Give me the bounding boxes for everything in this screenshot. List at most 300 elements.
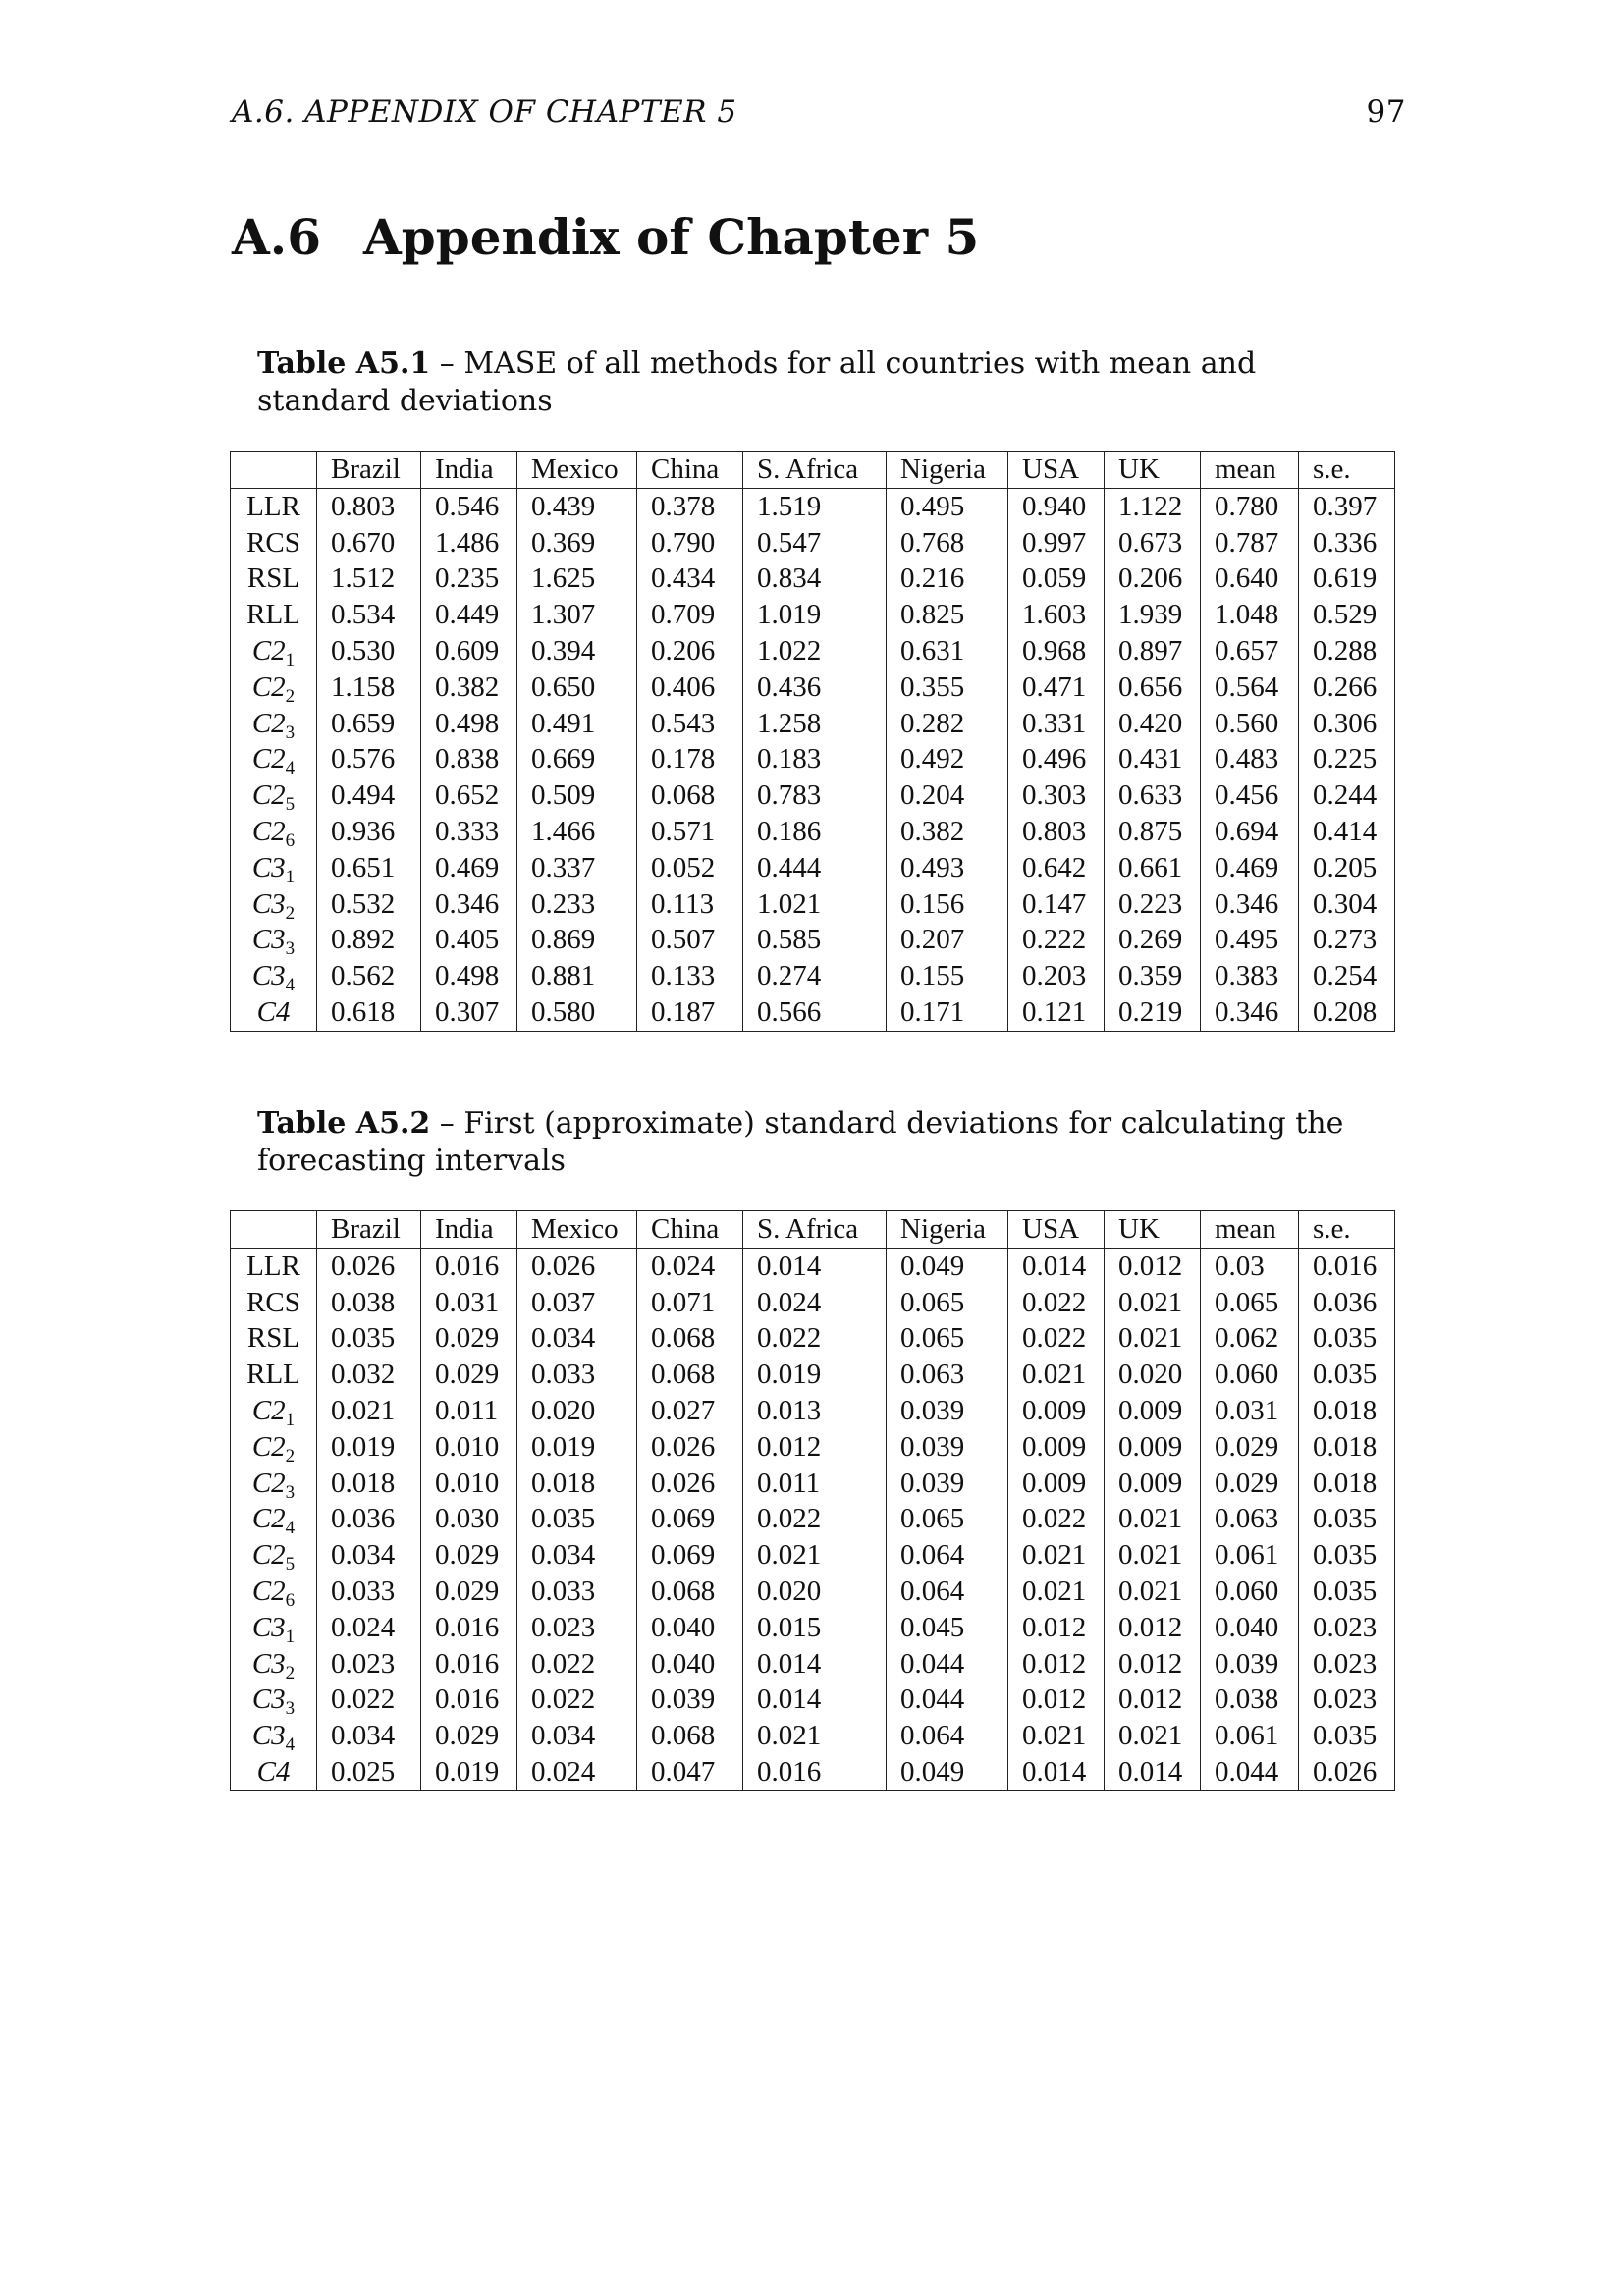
table-cell: 0.307	[421, 994, 517, 1031]
table-cell: 0.869	[517, 922, 637, 958]
table-cell: 0.244	[1299, 777, 1395, 814]
table-cell: 0.022	[1008, 1501, 1105, 1537]
table-cell: 0.024	[637, 1248, 743, 1284]
table-cell: 0.897	[1105, 633, 1201, 669]
table-cell: 0.023	[1299, 1682, 1395, 1718]
table-cell: 0.021	[1105, 1501, 1201, 1537]
row-label	[231, 1393, 317, 1429]
table-cell: 0.023	[1299, 1610, 1395, 1646]
table-cell: 0.997	[1008, 525, 1105, 561]
row-label-text: LLR	[246, 490, 300, 522]
table-cell: 0.405	[421, 922, 517, 958]
table-cell: 0.394	[517, 633, 637, 669]
row-label-text: C2	[251, 1575, 286, 1607]
table-cell: 0.171	[887, 994, 1008, 1031]
row-label	[231, 1610, 317, 1646]
table-cell: 0.507	[637, 922, 743, 958]
table-cell: 0.483	[1201, 741, 1299, 777]
table-row	[231, 1718, 1395, 1754]
table-cell: 0.015	[743, 1610, 887, 1646]
table-cell: 0.064	[887, 1718, 1008, 1754]
table-cell: 0.566	[743, 994, 887, 1031]
table-row	[231, 561, 1395, 597]
row-label-subscript: 2	[285, 1445, 296, 1467]
table-row	[231, 994, 1395, 1031]
table-cell: 0.803	[1008, 814, 1105, 850]
table-cell: 0.018	[1299, 1429, 1395, 1466]
table-cell: 0.029	[421, 1537, 517, 1574]
table-cell: 0.494	[317, 777, 421, 814]
table-cell: 0.449	[421, 597, 517, 633]
table-row	[231, 1393, 1395, 1429]
table-cell: 0.618	[317, 994, 421, 1031]
row-label	[231, 706, 317, 742]
column-header: mean	[1201, 452, 1299, 489]
table-cell: 0.469	[421, 850, 517, 886]
table-cell: 0.029	[1201, 1466, 1299, 1502]
table-cell: 0.018	[1299, 1393, 1395, 1429]
table-cell: 0.039	[887, 1429, 1008, 1466]
row-label	[231, 669, 317, 706]
table-cell: 0.576	[317, 741, 421, 777]
table-cell: 0.044	[887, 1646, 1008, 1682]
table-cell: 0.222	[1008, 922, 1105, 958]
table-cell: 0.033	[517, 1574, 637, 1610]
column-header: S. Africa	[743, 452, 887, 489]
table-cell: 1.512	[317, 561, 421, 597]
row-label-subscript: 3	[285, 721, 296, 743]
column-header: USA	[1008, 1211, 1105, 1249]
table-cell: 0.035	[517, 1501, 637, 1537]
table-cell: 0.049	[887, 1754, 1008, 1790]
table-cell: 0.029	[421, 1320, 517, 1357]
table-cell: 0.469	[1201, 850, 1299, 886]
table-cell: 0.113	[637, 886, 743, 923]
table-cell: 0.026	[1299, 1754, 1395, 1790]
row-label-text: RLL	[246, 599, 300, 631]
column-header: Mexico	[517, 1211, 637, 1249]
table-cell: 0.021	[743, 1718, 887, 1754]
table-cell: 0.346	[1201, 886, 1299, 923]
row-label	[231, 1574, 317, 1610]
table-cell: 0.016	[421, 1646, 517, 1682]
row-label-text: RSL	[246, 562, 300, 595]
table-cell: 0.580	[517, 994, 637, 1031]
table-cell: 0.012	[1008, 1610, 1105, 1646]
table-cell: 0.834	[743, 561, 887, 597]
table-cell: 0.509	[517, 777, 637, 814]
table-cell: 0.064	[887, 1574, 1008, 1610]
table-row	[231, 1501, 1395, 1537]
mase-table	[230, 451, 1395, 1032]
table-cell: 0.019	[517, 1429, 637, 1466]
table-cell: 0.021	[1008, 1357, 1105, 1393]
table-cell: 0.029	[421, 1718, 517, 1754]
row-label-subscript: 4	[285, 1735, 296, 1756]
row-label-text: C3	[251, 1683, 286, 1716]
table-cell: 0.333	[421, 814, 517, 850]
table-cell: 0.493	[887, 850, 1008, 886]
table-cell: 0.035	[1299, 1537, 1395, 1574]
table-cell: 0.021	[743, 1537, 887, 1574]
table-caption-text: – First (approximate) standard deviations for calculating the forecasting intervals	[257, 1106, 1344, 1178]
table-cell: 0.040	[637, 1610, 743, 1646]
table-cell: 0.266	[1299, 669, 1395, 706]
table-cell: 0.038	[317, 1285, 421, 1321]
column-header: USA	[1008, 452, 1105, 489]
table-cell: 1.258	[743, 706, 887, 742]
table-row	[231, 1574, 1395, 1610]
table-cell: 1.048	[1201, 597, 1299, 633]
table-cell: 0.061	[1201, 1537, 1299, 1574]
table-cell: 0.010	[421, 1466, 517, 1502]
table-cell: 0.562	[317, 958, 421, 994]
table-cell: 0.968	[1008, 633, 1105, 669]
table-cell: 0.014	[743, 1248, 887, 1284]
table-cell: 0.068	[637, 1320, 743, 1357]
table-cell: 1.158	[317, 669, 421, 706]
table-cell: 0.288	[1299, 633, 1395, 669]
row-label-subscript: 4	[285, 975, 296, 996]
table-cell: 0.024	[517, 1754, 637, 1790]
table-cell: 1.625	[517, 561, 637, 597]
table-cell: 0.498	[421, 706, 517, 742]
table-row	[231, 1646, 1395, 1682]
table-cell: 0.034	[317, 1537, 421, 1574]
table-cell: 0.039	[1201, 1646, 1299, 1682]
table-cell: 0.009	[1105, 1429, 1201, 1466]
table-cell: 0.061	[1201, 1718, 1299, 1754]
table-cell: 0.304	[1299, 886, 1395, 923]
table-cell: 0.035	[1299, 1357, 1395, 1393]
table-cell: 0.346	[1201, 994, 1299, 1031]
table-cell: 0.069	[637, 1501, 743, 1537]
table-cell: 0.013	[743, 1393, 887, 1429]
table-cell: 0.936	[317, 814, 421, 850]
table-cell: 0.694	[1201, 814, 1299, 850]
table-cell: 0.155	[887, 958, 1008, 994]
row-label	[231, 741, 317, 777]
table-cell: 0.631	[887, 633, 1008, 669]
row-label-text: C2	[251, 779, 286, 812]
table-cell: 0.434	[637, 561, 743, 597]
table-cell: 0.564	[1201, 669, 1299, 706]
table-cell: 0.529	[1299, 597, 1395, 633]
table-cell: 0.223	[1105, 886, 1201, 923]
table-cell: 0.254	[1299, 958, 1395, 994]
table-cell: 0.546	[421, 488, 517, 524]
table-row	[231, 597, 1395, 633]
row-label	[231, 1357, 317, 1393]
table-cell: 0.023	[1299, 1646, 1395, 1682]
table-cell: 0.035	[1299, 1574, 1395, 1610]
table-cell: 0.022	[743, 1320, 887, 1357]
column-header: S. Africa	[743, 1211, 887, 1249]
row-label-subscript: 1	[285, 1626, 296, 1647]
column-header: mean	[1201, 1211, 1299, 1249]
table-cell: 0.186	[743, 814, 887, 850]
section-title	[232, 208, 979, 266]
table-row	[231, 1682, 1395, 1718]
table-cell: 0.068	[637, 1718, 743, 1754]
row-label-text: C2	[251, 1430, 286, 1463]
row-label-text: C3	[251, 960, 286, 992]
row-label-text: C3	[251, 851, 286, 883]
table-cell: 0.019	[743, 1357, 887, 1393]
table-cell: 0.609	[421, 633, 517, 669]
table-cell: 0.205	[1299, 850, 1395, 886]
table-cell: 0.032	[317, 1357, 421, 1393]
table-cell: 0.661	[1105, 850, 1201, 886]
table-header-row	[231, 452, 1395, 489]
table-row	[231, 814, 1395, 850]
table-cell: 0.331	[1008, 706, 1105, 742]
table-cell: 0.060	[1201, 1574, 1299, 1610]
row-label-text: RLL	[246, 1359, 300, 1391]
table-cell: 0.034	[317, 1718, 421, 1754]
table-cell: 0.444	[743, 850, 887, 886]
table-cell: 0.069	[637, 1537, 743, 1574]
table-cell: 0.012	[1105, 1248, 1201, 1284]
column-header: India	[421, 452, 517, 489]
row-label-subscript: 5	[285, 794, 296, 816]
table-row	[231, 1429, 1395, 1466]
row-label-subscript: 4	[285, 758, 296, 779]
table-cell: 1.939	[1105, 597, 1201, 633]
table-cell: 0.040	[1201, 1610, 1299, 1646]
table-cell: 0.044	[887, 1682, 1008, 1718]
table-cell: 0.068	[637, 777, 743, 814]
table-cell: 0.039	[637, 1682, 743, 1718]
table-cell: 0.016	[743, 1754, 887, 1790]
table-cell: 0.336	[1299, 525, 1395, 561]
table-cell: 0.233	[517, 886, 637, 923]
row-label-subscript: 6	[285, 1589, 296, 1611]
table-cell: 0.011	[421, 1393, 517, 1429]
table-cell: 0.216	[887, 561, 1008, 597]
table-cell: 0.018	[317, 1466, 421, 1502]
table-cell: 0.838	[421, 741, 517, 777]
table-cell: 0.496	[1008, 741, 1105, 777]
table-cell: 0.039	[887, 1393, 1008, 1429]
table-row	[231, 741, 1395, 777]
table-cell: 0.034	[517, 1537, 637, 1574]
table-cell: 0.783	[743, 777, 887, 814]
table-cell: 0.065	[887, 1285, 1008, 1321]
column-header: Nigeria	[887, 452, 1008, 489]
table-cell: 0.534	[317, 597, 421, 633]
table-cell: 0.049	[887, 1248, 1008, 1284]
table-cell: 0.023	[317, 1646, 421, 1682]
table-cell: 0.642	[1008, 850, 1105, 886]
row-label-subscript: 2	[285, 685, 296, 707]
std-dev-table	[230, 1210, 1395, 1791]
table-cell: 0.670	[317, 525, 421, 561]
table-cell: 0.273	[1299, 922, 1395, 958]
corner-header-cell	[231, 1211, 317, 1249]
table-cell: 0.673	[1105, 525, 1201, 561]
table-row	[231, 958, 1395, 994]
row-label	[231, 633, 317, 669]
table-cell: 0.022	[517, 1646, 637, 1682]
table-cell: 0.547	[743, 525, 887, 561]
row-label	[231, 850, 317, 886]
section-number: A.6	[232, 208, 321, 266]
table-cell: 0.543	[637, 706, 743, 742]
table-cell: 0.014	[1008, 1754, 1105, 1790]
table-cell: 0.031	[1201, 1393, 1299, 1429]
table-cell: 0.044	[1201, 1754, 1299, 1790]
table-cell: 0.059	[1008, 561, 1105, 597]
table-cell: 0.147	[1008, 886, 1105, 923]
table-cell: 0.026	[517, 1248, 637, 1284]
table-cell: 0.495	[1201, 922, 1299, 958]
table-cell: 0.382	[421, 669, 517, 706]
table-cell: 0.633	[1105, 777, 1201, 814]
table-cell: 0.009	[1008, 1429, 1105, 1466]
row-label-subscript: 2	[285, 902, 296, 924]
column-header: UK	[1105, 452, 1201, 489]
table-cell: 0.020	[743, 1574, 887, 1610]
row-label-text: LLR	[246, 1250, 300, 1282]
table-cell: 0.656	[1105, 669, 1201, 706]
table-cell: 0.035	[317, 1320, 421, 1357]
row-label	[231, 488, 317, 524]
table-row	[231, 850, 1395, 886]
table-row	[231, 1610, 1395, 1646]
table-cell: 0.282	[887, 706, 1008, 742]
table-cell: 0.010	[421, 1429, 517, 1466]
table-cell: 0.033	[317, 1574, 421, 1610]
row-label-subscript: 4	[285, 1518, 296, 1539]
table-cell: 0.619	[1299, 561, 1395, 597]
table-cell: 0.012	[1105, 1646, 1201, 1682]
row-label	[231, 1285, 317, 1321]
table-label: Table A5.2	[257, 1106, 431, 1141]
table-cell: 0.012	[1105, 1682, 1201, 1718]
row-label-text: C2	[251, 707, 286, 739]
table-cell: 0.651	[317, 850, 421, 886]
table-row	[231, 706, 1395, 742]
table-cell: 0.034	[517, 1718, 637, 1754]
table-cell: 0.063	[1201, 1501, 1299, 1537]
table-cell: 0.009	[1105, 1466, 1201, 1502]
row-label-text: RCS	[246, 1286, 300, 1318]
table-cell: 0.431	[1105, 741, 1201, 777]
table-cell: 0.456	[1201, 777, 1299, 814]
table-cell: 0.892	[317, 922, 421, 958]
row-label-subscript: 1	[285, 866, 296, 887]
table-cell: 0.206	[637, 633, 743, 669]
table-cell: 0.014	[1105, 1754, 1201, 1790]
row-label	[231, 1754, 317, 1790]
row-label	[231, 994, 317, 1031]
table-cell: 0.530	[317, 633, 421, 669]
table-row	[231, 777, 1395, 814]
row-label	[231, 886, 317, 923]
table-cell: 0.071	[637, 1285, 743, 1321]
table-cell: 0.064	[887, 1537, 1008, 1574]
table-cell: 0.021	[1008, 1718, 1105, 1754]
table-cell: 0.560	[1201, 706, 1299, 742]
table-cell: 0.024	[317, 1610, 421, 1646]
column-header: China	[637, 1211, 743, 1249]
table-cell: 0.025	[317, 1754, 421, 1790]
table-cell: 0.787	[1201, 525, 1299, 561]
table-cell: 0.068	[637, 1574, 743, 1610]
table-cell: 0.012	[1105, 1610, 1201, 1646]
row-label-subscript: 5	[285, 1554, 296, 1575]
table-cell: 0.439	[517, 488, 637, 524]
table-cell: 0.790	[637, 525, 743, 561]
row-label-subscript: 2	[285, 1662, 296, 1683]
table-cell: 0.825	[887, 597, 1008, 633]
table-cell: 0.012	[1008, 1646, 1105, 1682]
row-label	[231, 1718, 317, 1754]
corner-header-cell	[231, 452, 317, 489]
table-caption	[257, 346, 1384, 420]
table-cell: 0.436	[743, 669, 887, 706]
table-cell: 0.020	[517, 1393, 637, 1429]
table-label: Table A5.1	[257, 347, 431, 381]
table-cell: 0.709	[637, 597, 743, 633]
table-cell: 0.024	[743, 1285, 887, 1321]
table-cell: 0.047	[637, 1754, 743, 1790]
table-cell: 0.065	[887, 1501, 1008, 1537]
table-cell: 0.875	[1105, 814, 1201, 850]
table-cell: 0.029	[421, 1574, 517, 1610]
table-cell: 0.768	[887, 525, 1008, 561]
table-row	[231, 669, 1395, 706]
table-row	[231, 1357, 1395, 1393]
row-label-subscript: 3	[285, 1698, 296, 1720]
row-label-text: C2	[251, 815, 286, 847]
table-cell: 0.033	[517, 1357, 637, 1393]
table-row	[231, 1537, 1395, 1574]
table-cell: 0.068	[637, 1357, 743, 1393]
table-cell: 0.030	[421, 1501, 517, 1537]
column-header: China	[637, 452, 743, 489]
table-cell: 0.052	[637, 850, 743, 886]
table-cell: 0.585	[743, 922, 887, 958]
table-cell: 0.035	[1299, 1501, 1395, 1537]
column-header: Nigeria	[887, 1211, 1008, 1249]
table-header-row	[231, 1211, 1395, 1249]
page-number: 97	[1366, 94, 1406, 130]
table-cell: 0.495	[887, 488, 1008, 524]
table-cell: 0.022	[743, 1501, 887, 1537]
table-cell: 0.027	[637, 1393, 743, 1429]
table-cell: 0.063	[887, 1357, 1008, 1393]
table-cell: 1.022	[743, 633, 887, 669]
table-cell: 0.03	[1201, 1248, 1299, 1284]
table-cell: 0.235	[421, 561, 517, 597]
table-cell: 1.519	[743, 488, 887, 524]
table-cell: 0.009	[1008, 1466, 1105, 1502]
table-cell: 0.031	[421, 1285, 517, 1321]
table-cell: 0.021	[1105, 1320, 1201, 1357]
table-row	[231, 633, 1395, 669]
table-cell: 0.269	[1105, 922, 1201, 958]
table-cell: 0.156	[887, 886, 1008, 923]
row-label	[231, 525, 317, 561]
table-cell: 0.640	[1201, 561, 1299, 597]
table-cell: 0.065	[1201, 1285, 1299, 1321]
table-cell: 0.012	[743, 1429, 887, 1466]
table-cell: 0.414	[1299, 814, 1395, 850]
row-label-text: C3	[251, 1720, 286, 1752]
row-label-text: C2	[251, 634, 286, 667]
